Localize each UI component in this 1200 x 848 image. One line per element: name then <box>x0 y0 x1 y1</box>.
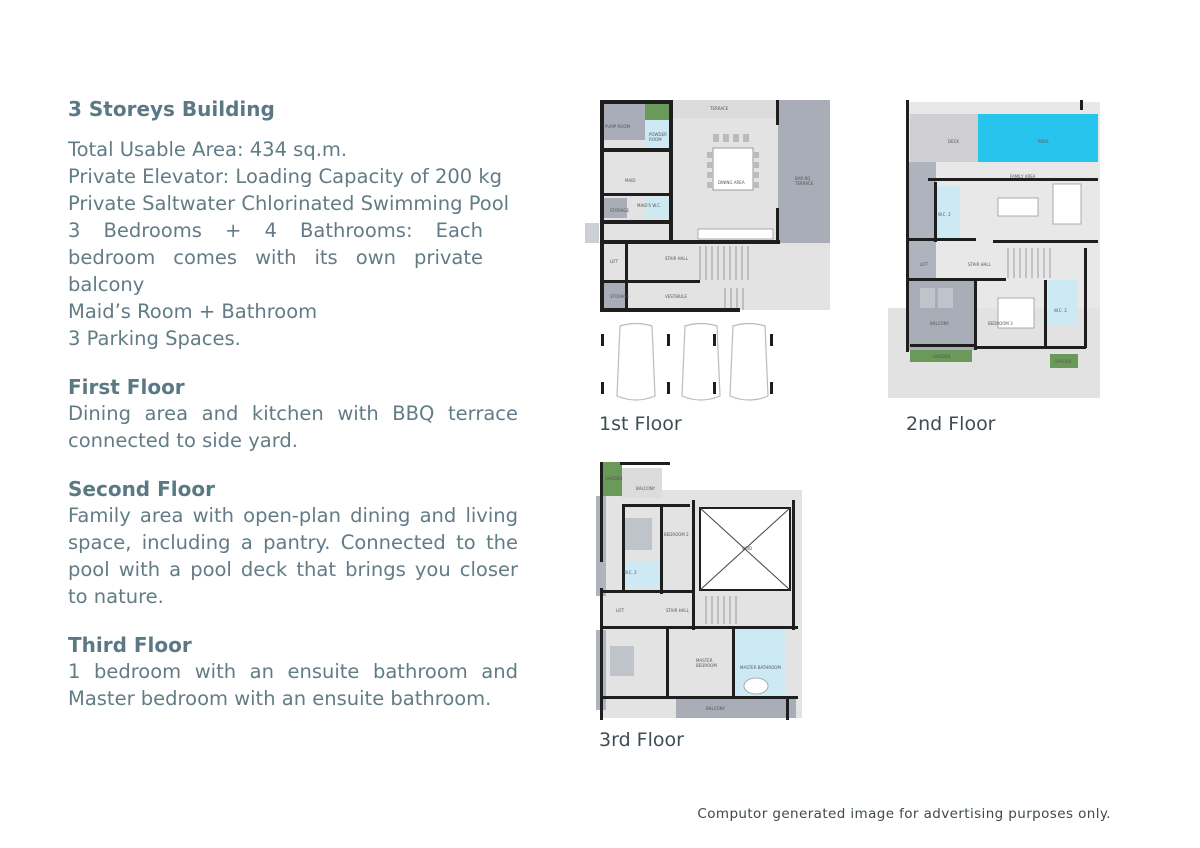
svg-text:MAID'S W.C.: MAID'S W.C. <box>637 203 662 208</box>
third-floor-heading: Third Floor <box>68 633 192 657</box>
svg-text:BALCONY: BALCONY <box>636 486 656 491</box>
svg-text:BALCONY: BALCONY <box>930 321 950 326</box>
first-floor-plan <box>585 98 835 410</box>
third-floor-plan <box>596 460 818 722</box>
feature-line: 3 Parking Spaces. <box>68 327 241 350</box>
first-floor-heading: First Floor <box>68 375 185 399</box>
svg-text:BEDROOM: BEDROOM <box>696 663 717 668</box>
svg-text:W.C. 2: W.C. 2 <box>938 212 951 217</box>
svg-text:ROOM: ROOM <box>649 137 662 142</box>
second-floor-section <box>68 476 518 610</box>
first-floor-caption: 1st Floor <box>599 413 682 435</box>
svg-text:STORAGE: STORAGE <box>610 294 630 299</box>
second-floor-heading: Second Floor <box>68 477 215 501</box>
feature-line: Total Usable Area: 434 sq.m. <box>68 138 348 161</box>
svg-text:POOL: POOL <box>1038 139 1049 144</box>
svg-text:LIFT: LIFT <box>610 259 619 264</box>
third-floor-section <box>68 632 518 712</box>
svg-text:VESTIBULE: VESTIBULE <box>665 294 687 299</box>
second-floor-caption: 2nd Floor <box>906 413 996 435</box>
feature-line: Private Elevator: Loading Capacity of 200 kg <box>68 165 503 188</box>
svg-text:LIFT: LIFT <box>616 608 625 613</box>
svg-text:W.C. 3: W.C. 3 <box>1054 308 1067 313</box>
third-floor-text: 1 bedroom with an ensuite bathroom and Master bedroom with an ensuite bathroom. <box>68 660 518 710</box>
feature-line: Maid’s Room + Bathroom <box>68 300 318 323</box>
third-floor-caption: 3rd Floor <box>599 729 684 751</box>
svg-text:STAIR HALL: STAIR HALL <box>666 608 689 613</box>
building-title: 3 Storeys Building <box>68 97 275 121</box>
feature-line: Private Saltwater Chlorinated Swimming Pool <box>68 192 510 215</box>
svg-text:STORAGE: STORAGE <box>610 208 630 213</box>
svg-text:POWDER: POWDER <box>649 132 667 137</box>
svg-text:LIFT: LIFT <box>920 262 929 267</box>
svg-text:BALCONY: BALCONY <box>706 706 726 711</box>
svg-text:BAR BQ: BAR BQ <box>795 176 811 181</box>
svg-text:MAID: MAID <box>625 178 636 183</box>
svg-text:STAIR HALL: STAIR HALL <box>968 262 991 267</box>
svg-text:DINING AREA: DINING AREA <box>718 180 745 185</box>
svg-text:FAMILY AREA: FAMILY AREA <box>1010 174 1036 179</box>
svg-text:GARDEN: GARDEN <box>933 354 951 359</box>
svg-text:STAIR HALL: STAIR HALL <box>665 256 688 261</box>
feature-line: 3 Bedrooms + 4 Bathrooms: Each bedroom comes with its own private balcony <box>68 219 483 296</box>
svg-text:VOID: VOID <box>742 546 753 551</box>
svg-text:TERRACE: TERRACE <box>795 181 814 186</box>
svg-text:W.C. 2: W.C. 2 <box>624 570 637 575</box>
svg-text:GARDEN: GARDEN <box>1054 359 1072 364</box>
first-floor-section <box>68 374 518 454</box>
svg-text:BEDROOM 3: BEDROOM 3 <box>988 321 1013 326</box>
description-column <box>68 96 518 712</box>
svg-text:MASTER BATHROOM: MASTER BATHROOM <box>740 665 781 670</box>
building-features <box>68 136 518 352</box>
first-floor-text: Dining area and kitchen with BBQ terrace connected to side yard. <box>68 402 518 452</box>
svg-text:PUMP ROOM: PUMP ROOM <box>605 124 631 129</box>
svg-text:BEDROOM 2: BEDROOM 2 <box>664 532 689 537</box>
svg-text:DECK: DECK <box>948 139 960 144</box>
disclaimer-text: Computor generated image for advertising purposes only. <box>697 806 1111 822</box>
second-floor-text: Family area with open-plan dining and living space, including a pantry. Connected to the pool with a pool deck that brings you closer to nature. <box>68 504 518 608</box>
svg-text:GARDEN: GARDEN <box>605 476 623 481</box>
second-floor-plan <box>888 98 1100 403</box>
svg-text:TERRACE: TERRACE <box>710 106 729 111</box>
svg-text:MASTER: MASTER <box>696 658 713 663</box>
